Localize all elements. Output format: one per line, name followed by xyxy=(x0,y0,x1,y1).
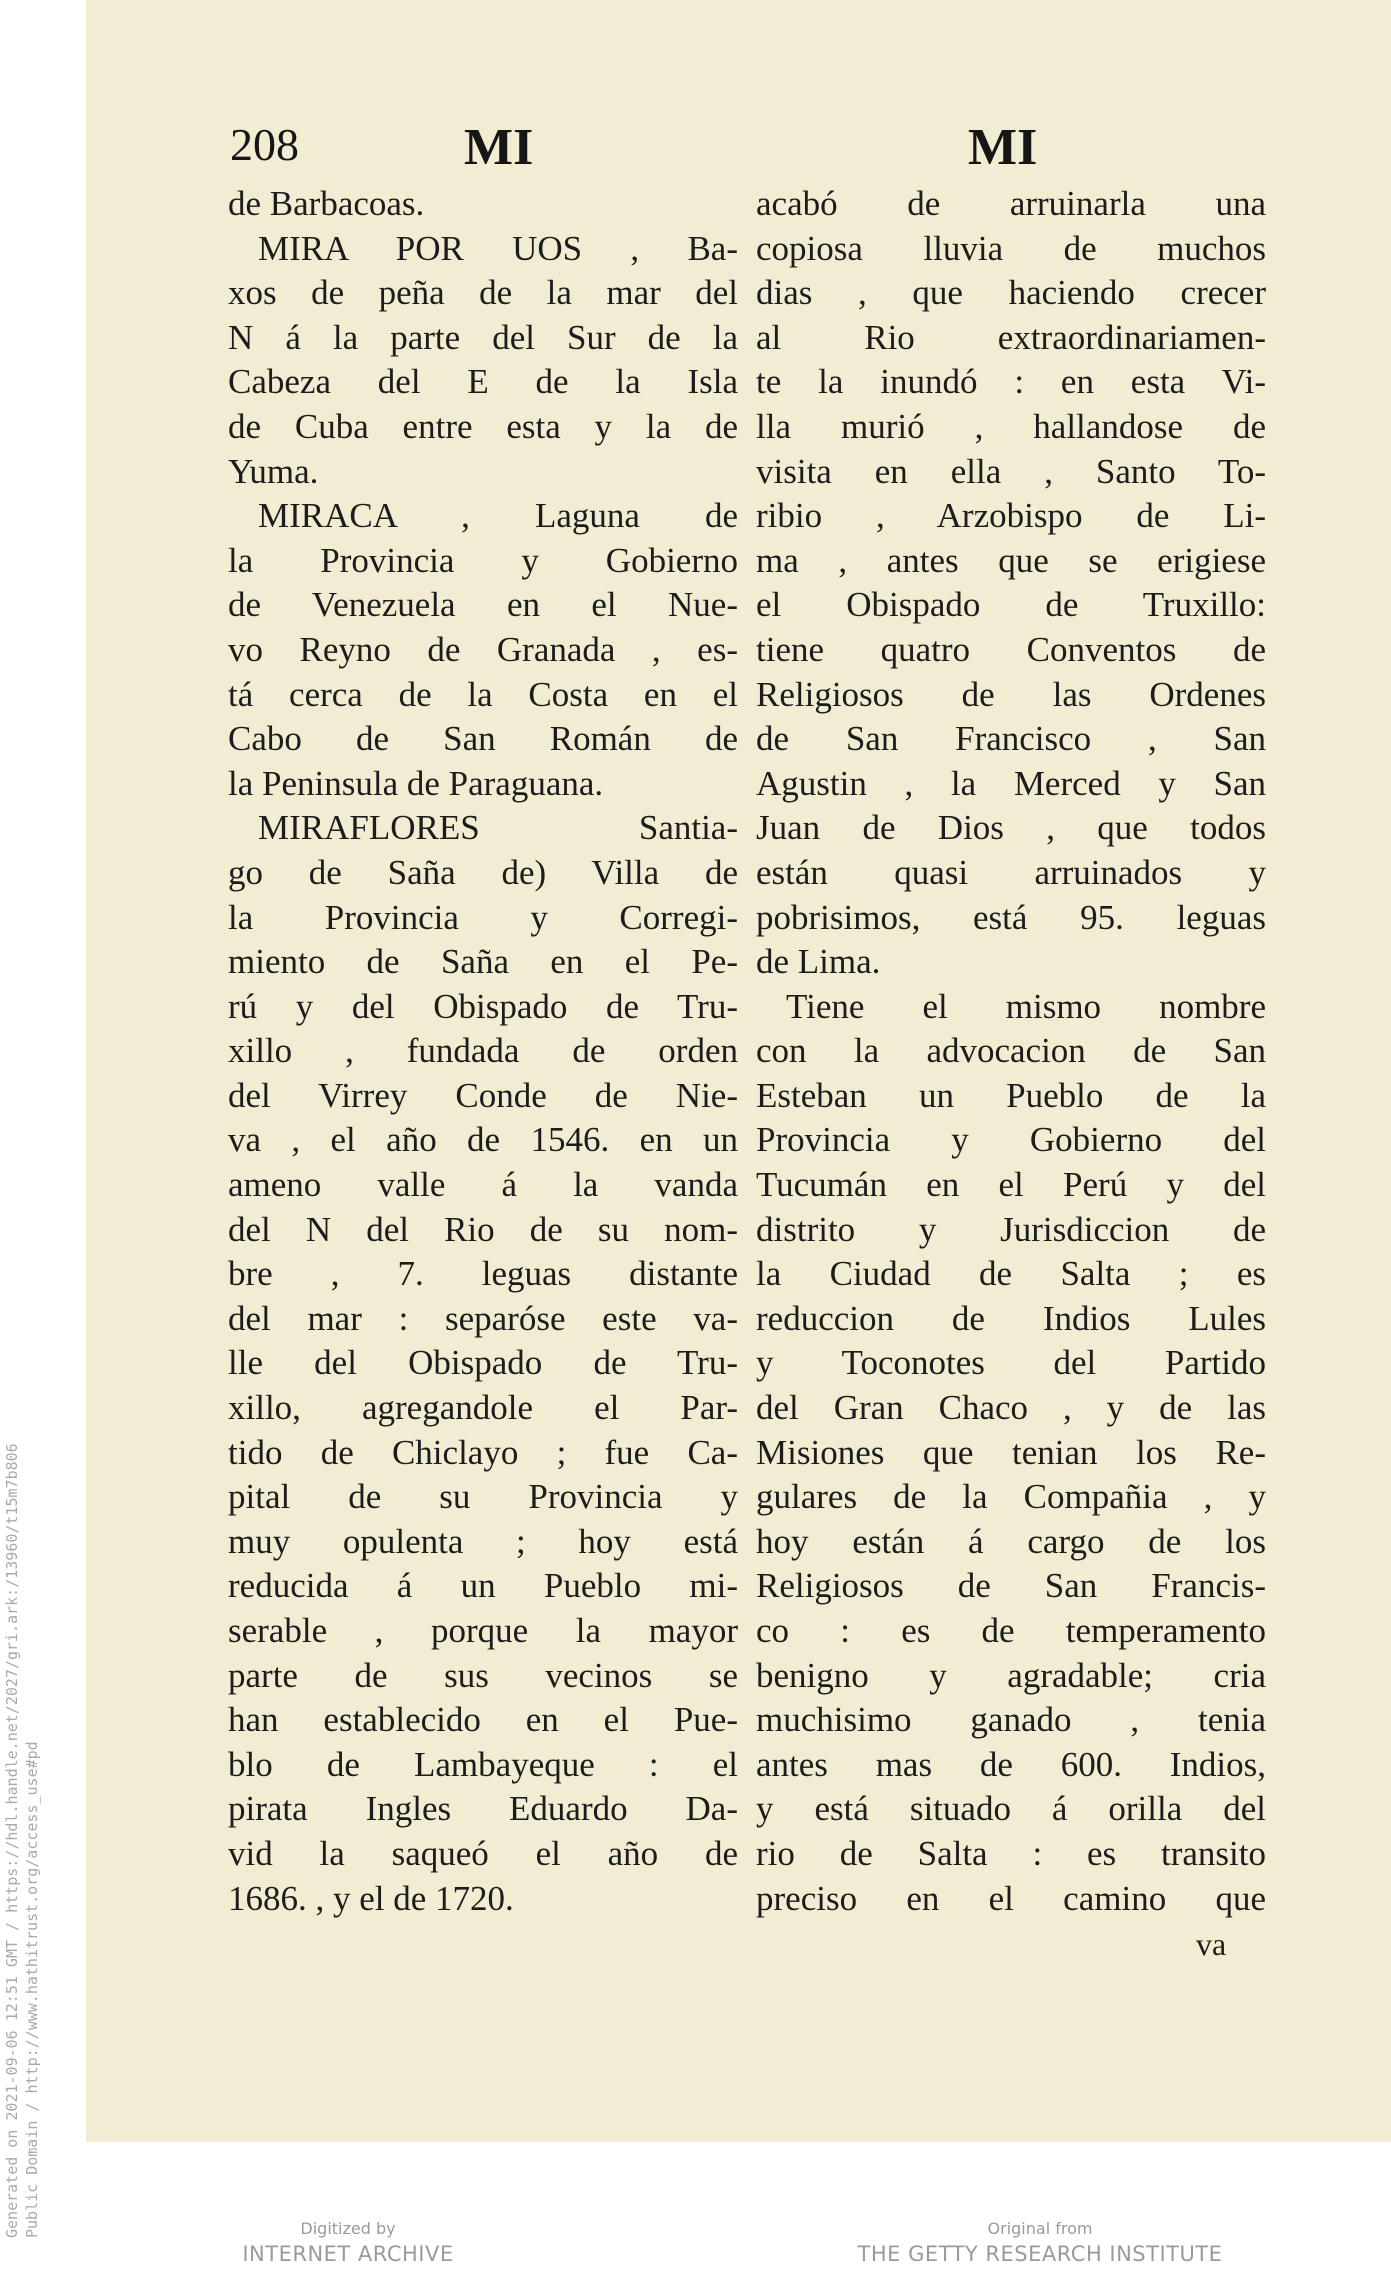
text-line: ribio , Arzobispo de Li- xyxy=(756,496,1266,536)
text-line: de San Francisco , San xyxy=(756,719,1266,759)
text-column-left xyxy=(228,182,738,1921)
text-line: y está situado á orilla del xyxy=(756,1789,1266,1829)
text-line: antes mas de 600. Indios, xyxy=(756,1744,1266,1784)
text-line: del Gran Chaco , y de las xyxy=(756,1388,1266,1428)
text-line: miento de Saña en el Pe- xyxy=(228,942,738,982)
watermark-line-generated: Generated on 2021-09-06 12:51 GMT / https://hdl.handle.net/2027/gri.ark:/13960/t15m7b806 xyxy=(3,1443,21,2238)
internet-archive-label: INTERNET ARCHIVE xyxy=(242,2242,454,2266)
text-line: de Cuba entre esta y la de xyxy=(228,406,738,446)
text-line: xillo, agregandole el Par- xyxy=(228,1388,738,1428)
text-line: la Peninsula de Paraguana. xyxy=(228,763,604,803)
getty-institute-label: THE GETTY RESEARCH INSTITUTE xyxy=(857,2242,1223,2266)
running-head-right: MI xyxy=(968,119,1038,176)
running-head-left: MI xyxy=(464,119,534,176)
text-line: la Ciudad de Salta ; es xyxy=(756,1254,1266,1294)
text-line: vid la saqueó el año de xyxy=(228,1833,738,1873)
text-line: go de Saña de) Villa de xyxy=(228,852,738,892)
access-watermark xyxy=(2,1443,42,2238)
text-line: Yuma. xyxy=(228,451,319,491)
text-line: MIRACA , Laguna de xyxy=(258,496,738,536)
text-line: 1686. , y el de 1720. xyxy=(228,1878,514,1918)
text-line: bre , 7. leguas distante xyxy=(228,1254,738,1294)
text-line: del mar : separóse este va- xyxy=(228,1298,738,1338)
text-line: Tiene el mismo nombre xyxy=(786,986,1266,1026)
text-line: MIRAFLORES Santia- xyxy=(258,808,738,848)
text-line: rio de Salta : es transito xyxy=(756,1833,1266,1873)
text-line: copiosa lluvia de muchos xyxy=(756,228,1266,268)
text-line: de Barbacoas. xyxy=(228,184,425,223)
text-line: muchisimo ganado , tenia xyxy=(756,1700,1266,1740)
text-line: distrito y Jurisdiccion de xyxy=(756,1209,1266,1249)
text-line: tá cerca de la Costa en el xyxy=(228,674,738,714)
text-line: Tucumán en el Perú y del xyxy=(756,1165,1266,1205)
text-line: serable , porque la mayor xyxy=(228,1611,738,1650)
text-line: con la advocacion de San xyxy=(756,1031,1266,1071)
text-line: N á la parte del Sur de la xyxy=(228,317,738,357)
text-line: Esteban un Pueblo de la xyxy=(756,1075,1266,1115)
text-line: xillo , fundada de orden xyxy=(228,1031,738,1071)
text-line: blo de Lambayeque : el xyxy=(228,1744,738,1784)
original-from-label: Original from xyxy=(987,2219,1093,2238)
text-line: co : es de temperamento xyxy=(756,1611,1266,1650)
text-line: Religiosos de San Francis- xyxy=(756,1566,1266,1606)
text-line: Cabeza del E de la Isla xyxy=(228,362,738,402)
text-line: Juan de Dios , que todos xyxy=(756,808,1266,848)
text-line: Misiones que tenian los Re- xyxy=(756,1432,1266,1472)
text-line: Religiosos de las Ordenes xyxy=(756,674,1266,714)
text-line: MIRA POR UOS , Ba- xyxy=(258,228,738,268)
text-line: ma , antes que se erigiese xyxy=(756,540,1266,580)
text-line: pirata Ingles Eduardo Da- xyxy=(228,1789,738,1829)
text-line: preciso en el camino que xyxy=(756,1878,1266,1918)
text-line: dias , que haciendo crecer xyxy=(756,273,1266,313)
text-line: Agustin , la Merced y San xyxy=(756,763,1266,803)
text-line: reduccion de Indios Lules xyxy=(756,1298,1266,1338)
digitized-by-label: Digitized by xyxy=(300,2219,396,2238)
text-line: parte de sus vecinos se xyxy=(228,1655,738,1695)
digitizer-credit xyxy=(218,2218,478,2268)
text-line: hoy están á cargo de los xyxy=(756,1521,1266,1561)
text-line: rú y del Obispado de Tru- xyxy=(228,986,738,1026)
text-line: la Provincia y Corregi- xyxy=(228,897,738,937)
text-line: del N del Rio de su nom- xyxy=(228,1209,738,1249)
text-line: al Rio extraordinariamen- xyxy=(756,317,1266,357)
text-line: va , el año de 1546. en un xyxy=(228,1120,738,1160)
text-line: pital de su Provincia y xyxy=(228,1477,738,1517)
text-line: la Provincia y Gobierno xyxy=(228,540,738,580)
text-line: del Virrey Conde de Nie- xyxy=(228,1075,738,1115)
text-line: de Venezuela en el Nue- xyxy=(228,585,738,625)
text-column-right xyxy=(756,182,1266,1921)
text-line: visita en ella , Santo To- xyxy=(756,451,1266,491)
original-source-credit xyxy=(840,2218,1240,2268)
text-line: pobrisimos, está 95. leguas xyxy=(756,897,1266,937)
page-number: 208 xyxy=(230,119,299,170)
text-line: vo Reyno de Granada , es- xyxy=(228,629,738,669)
text-line: tido de Chiclayo ; fue Ca- xyxy=(228,1432,738,1472)
text-line: reducida á un Pueblo mi- xyxy=(228,1566,738,1606)
text-line: el Obispado de Truxillo: xyxy=(756,585,1266,625)
text-line: Cabo de San Román de xyxy=(228,719,738,759)
text-line: muy opulenta ; hoy está xyxy=(228,1521,738,1561)
catchword: va xyxy=(1196,1926,1227,1962)
text-line: gulares de la Compañia , y xyxy=(756,1477,1266,1517)
text-line: tiene quatro Conventos de xyxy=(756,629,1266,669)
text-line: están quasi arruinados y xyxy=(756,852,1266,892)
text-line: lla murió , hallandose de xyxy=(756,406,1266,446)
text-line: y Toconotes del Partido xyxy=(756,1343,1266,1383)
text-line: Provincia y Gobierno del xyxy=(756,1120,1266,1160)
watermark-line-license: Public Domain / http://www.hathitrust.org/access_use#pd xyxy=(23,1741,41,2238)
text-line: acabó de arruinarla una xyxy=(756,184,1266,223)
text-line: lle del Obispado de Tru- xyxy=(228,1343,738,1383)
text-line: han establecido en el Pue- xyxy=(228,1700,738,1740)
text-line: xos de peña de la mar del xyxy=(228,273,738,313)
text-line: de Lima. xyxy=(756,942,881,982)
text-line: ameno valle á la vanda xyxy=(228,1165,738,1205)
text-line: te la inundó : en esta Vi- xyxy=(756,362,1266,402)
text-line: benigno y agradable; cria xyxy=(756,1655,1266,1695)
